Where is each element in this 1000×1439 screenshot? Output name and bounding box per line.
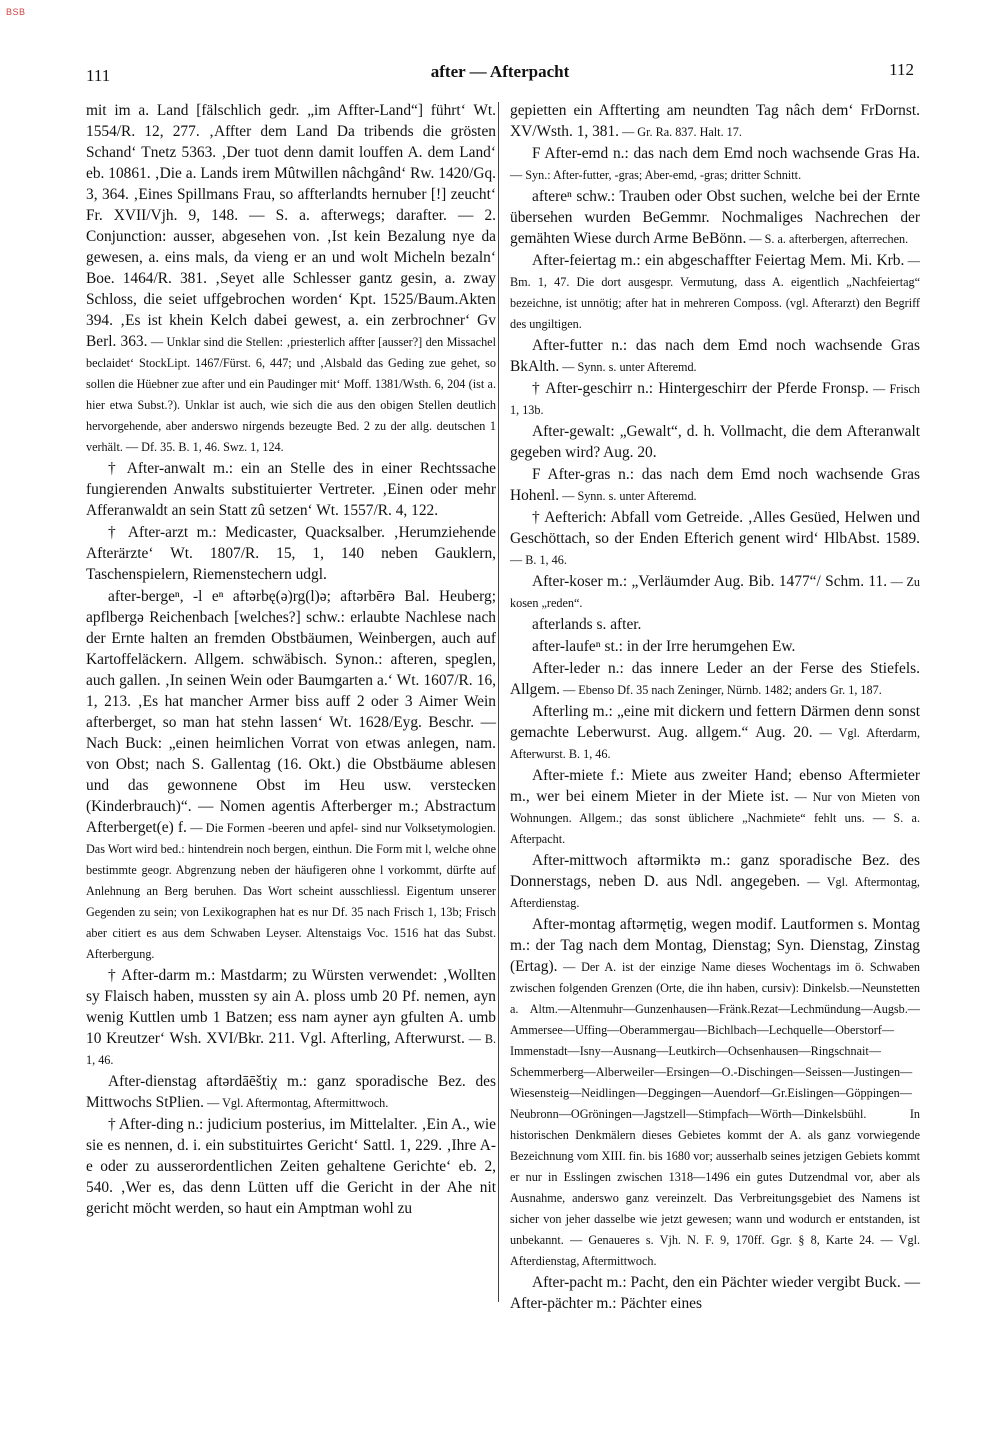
entry-note: — Ebenso Df. 35 nach Zeninger, Nürnb. 1482; anders Gr. 1, 187. (560, 683, 882, 697)
entry-text: † After-ding n.: judicium posterius, im Mittelalter. ‚Ein A., wie sie es nennen, d. i. ein substituirtes Gericht‘ Sattl. 1, 229. ‚Ihre A-e oder zu ausserordentlichen Zeiten gehaltene Gerichte‘ eb. 2, 540. ‚Wer es, das denn Lütten uff die Gericht in der Ahe nit gericht möcht werden, so haut ein Amptman wohl zu (86, 1116, 496, 1217)
dictionary-entry (86, 965, 496, 1070)
entry-note: — Der A. ist der einzige Name dieses Wochentags im ö. Schwaben zwischen folgenden Grenzen (Orte, die ihn haben, cursiv): Dinkelsb.—Neunstetten a. Altm.—Altenmuhr—Gunzenhausen—Fränk.Rezat—Lechmündung—Augsb.—Ammersee—Uffing—Oberammergau—Bichlbach—Lechquelle—Oberstorf—Immenstadt—Isny—Ausnang—Leutkirch—Ochsenhausen—Ringschnait—Schemmerberg—Alberweiler—Ersingen—O.-Dischingen—Seissen—Justingen—Wiesensteig—Neidlingen—Deggingen—Auendorf—Gr.Eislingen—Göppingen—Neubronn—OGröningen—Jagstzell—Stimpfach—Wörth—Dinkelsbühl. In historischen Denkmälern dieses Gebietes kommt der A. als ganz vorwiegende Bezeichnung vom XIII. fin. bis 1680 vor; ausserhalb seines jetzigen Gebiets kommt er nur in Esslingen zwischen 1318—1496 ein gutes Dutzendmal vor, aber als Ausnahme, anderswo ganz vereinzelt. Das Verbreitungsgebiet des Namens ist sicher von jeher dasselbe wie jetzt gewesen; wann und wodurch er entstanden, ist unbekannt. — Genaueres s. Vjh. N. F. 9, 170ff. Ggr. § 8, Karte 24. — Vgl. Afterdienstag, Aftermittwoch. (510, 960, 920, 1268)
dictionary-entry (510, 914, 920, 1271)
dictionary-entry (510, 701, 920, 764)
entry-text: After-mittwoch aftərmiktə m.: ganz sporadische Bez. des Donnerstags, neben D. aus Ndl. angegeben. (510, 852, 920, 890)
dictionary-entry (510, 850, 920, 913)
entry-note: — Syn.: After-futter, -gras; Aber-emd, -gras; dritter Schnitt. (510, 168, 802, 182)
entry-note: — Vgl. Aftermontag, Afterdienstag. (510, 875, 920, 910)
page-header (0, 60, 1000, 86)
right-column (510, 100, 920, 1315)
dictionary-entry (510, 143, 920, 185)
entry-text: After-dienstag aftərdāēštiχ m.: ganz sporadische Bez. des Mittwochs StPlien. (86, 1073, 496, 1111)
column-divider (498, 102, 499, 1302)
dictionary-entry (510, 186, 920, 249)
dictionary-entry (510, 614, 920, 635)
entry-text: † After-geschirr n.: Hintergeschirr der Pferde Fronsp. (532, 380, 869, 397)
dictionary-entry (510, 658, 920, 700)
entry-text: † After-arzt m.: Medicaster, Quacksalber. ‚Herumziehende Afterärzte‘ Wt. 1807/R. 15, 1, 140 neben Gauklern, Taschenspielern, Riemenstechern udgl. (86, 524, 496, 583)
left-column (86, 100, 496, 1220)
dictionary-entry (86, 1114, 496, 1219)
entry-note: — B. 1, 46. (510, 553, 567, 567)
entry-text: after-bergeⁿ, -l eⁿ aftərbę(ə)rg(l)ə; aftərbērə Bal. Heuberg; apflbergə Reichenbach [welches?] schw.: erlaubte Nachlese nach der Ernte halten an fremden Obstbäumen, Weinbergen, auch auf Kartoffeläckern. Allgem. schwäbisch. Synon.: afteren, speglen, auch gallen. ‚In seinen Wein oder Baumgarten a.‘ Wt. 1607/R. 16, 1, 213. ‚Es hat mancher Armer biss auff 2 oder 3 Aimer Wein afterberget, so man hat stehn lassen‘ Wt. 1628/Eyg. Beschr. — Nach Buck: „einen heimlichen Vorrat von etwas anlegen, nam. von Obst; nach S. Gallentag (16. Okt.) die Obstbäume ablesen und das gewonnene Obst im Heu usw. verstecken (Kinderbrauch)“. — Nomen agentis Afterberger m.; Abstractum Afterberget(e) f. (86, 588, 496, 836)
entry-text: After-gewalt: „Gewalt“, d. h. Vollmacht, die dem Afteranwalt gegeben wird? Aug. 20. (510, 423, 920, 461)
dictionary-entry (510, 1272, 920, 1314)
entry-note: — Vgl. Afterdarm, Afterwurst. B. 1, 46. (510, 726, 920, 761)
entry-note: — Gr. Ra. 837. Halt. 17. (619, 125, 742, 139)
dictionary-entry (86, 586, 496, 964)
entry-text: After-miete f.: Miete aus zweiter Hand; ebenso Aftermieter m., wer bei einem Mieter in der Miete ist. (510, 767, 920, 805)
dictionary-entry (510, 571, 920, 613)
dictionary-entry (86, 1071, 496, 1113)
entry-note: — Bm. 1, 47. Die dort ausgespr. Vermutung, dass A. eigentlich „Nachfeiertag“ bezeichne, ist unnötig; after hat in mehreren Composs. (vgl. Afterarzt) den Begriff des ungiltigen. (510, 254, 920, 331)
dictionary-entry (510, 464, 920, 506)
page-number-left: 111 (86, 66, 111, 85)
dictionary-entry (510, 335, 920, 377)
dictionary-entry (86, 100, 496, 457)
entry-note: — Synn. s. unter Afteremd. (559, 360, 697, 374)
dictionary-entry (510, 100, 920, 142)
entry-text: After-montag aftərmętig, wegen modif. Lautformen s. Montag m.: der Tag nach dem Montag, Dienstag; Syn. Dienstag, Zinstag (Ertag). (510, 916, 920, 975)
entry-note: — Synn. s. unter Afteremd. (559, 489, 697, 503)
entry-note: — Vgl. Aftermontag, Aftermittwoch. (204, 1096, 389, 1110)
entry-text: F After-emd n.: das nach dem Emd noch wachsende Gras Ha. (532, 145, 920, 162)
dictionary-entry (86, 522, 496, 585)
dictionary-entry (510, 421, 920, 463)
entry-text: after-laufeⁿ st.: in der Irre herumgehen Ew. (532, 638, 796, 655)
entry-note: — Die Formen -beeren und apfel- sind nur Volksetymologien. Das Wort wird bed.: hintendrein noch bergen, einthun. Die Form mit l, welche ohne bestimmte geogr. Abgrenzung neben der häufigeren ohne l vorkommt, dürfte auf Anlehnung an Berg beruhen. Das Wort scheint ausschliessl. Eigentum unserer Gegenden zu sein; von Lexikographen hat es nur Df. 35 nach Frisch 1, 13b; Frisch aber citiert es aus dem Schwaben Leyser. Altenstaigs Voc. 1516 hat das Subst. Afterbergung. (86, 821, 496, 961)
entry-text: mit im a. Land [fälschlich gedr. „im Affter-Land“] führt‘ Wt. 1554/R. 12, 277. ‚Affter dem Land Da tribends die grösten Schand‘ Tnetz 5363. ‚Der tuot denn damit louffen A. dem Land‘ eb. 10861. ‚Die a. Lands irem Mûtwillen nâchgând‘ Rw. 1420/Gq. 3, 364. ‚Eines Spillmans Frau, so affterlandts hernuber [!] zeucht‘ Fr. XVII/Vjh. 9, 148. — S. a. afterwegs; darafter. — 2. Conjunction: ausser, abgesehen von. ‚Ist kein Bezalung nye da gewesen, a. eins mals, da vieng er an und wolt Micheln bezaln‘ Boe. 1464/R. 381. ‚Seyet alle Schlesser gantz gesin, a. zway Schloss, die seiet uffgebrochen worden‘ Kpt. 1525/Baum.Akten 394. ‚Es ist khein Kelch dabei gewest, a. ein zerbrochner‘ Gv Berl. 363. (86, 102, 496, 350)
dictionary-entry (510, 250, 920, 334)
entry-text: † After-anwalt m.: ein an Stelle des in einer Rechtssache fungierenden Anwalts substituierter Vertreter. ‚Einen oder mehr Afferanwaldt an sein Statt zû setzen‘ Wt. 1557/R. 4, 122. (86, 460, 496, 519)
entry-note: — Nur von Mieten von Wohnungen. Allgem.; das sonst üblichere „Nachmiete“ fehlt uns. — S. a. Afterpacht. (510, 790, 920, 846)
entry-text: F After-gras n.: das nach dem Emd noch wachsende Gras Hohenl. (510, 466, 920, 504)
entry-text: After-futter n.: das nach dem Emd noch wachsende Gras BkAlth. (510, 337, 920, 375)
entry-note: — S. a. afterbergen, afterrechen. (746, 232, 909, 246)
entry-text: afterеⁿ schw.: Trauben oder Obst suchen, welche bei der Ernte übersehen wurden BeGemmr. Nochmaliges Nachrechen der gemähten Wiese durch Arme BeBönn. (510, 188, 920, 247)
entry-note: — Zu kosen „reden“. (510, 575, 920, 610)
entry-text: After-koser m.: „Verläumder Aug. Bib. 1477“/ Schm. 11. (532, 573, 888, 590)
entry-text: † After-darm m.: Mastdarm; zu Würsten verwendet: ‚Wollten sy Flaisch haben, mussten sy ain A. ploss umb 20 Pf. nemen, ayn wenig Kuttlen umb 1 Batzen; ess nam ayner ayn gfulten A. umb 10 Kreutzer‘ Wsh. XVI/Bkr. 211. Vgl. Afterling, Afterwurst. (86, 967, 496, 1047)
dictionary-entry (510, 765, 920, 849)
dictionary-entry (510, 507, 920, 570)
entry-text: gepietten ein Affterting am neundten Tag nâch dem‘ FrDornst. XV/Wsth. 1, 381. (510, 102, 920, 140)
entry-text: † Aefterich: Abfall vom Getreide. ‚Alles Gesüed, Helwen und Geschöttach, so der Enden Efterich genent wird‘ HlbAbst. 1589. (510, 509, 920, 547)
page-number-right: 112 (889, 60, 914, 79)
entry-note: — B. 1, 46. (86, 1032, 497, 1067)
library-stamp: BSB (6, 7, 26, 17)
entry-text: afterlands s. after. (532, 616, 642, 633)
entry-text: After-leder n.: das innere Leder an der Ferse des Stiefels. Allgem. (510, 660, 920, 698)
dictionary-entry (510, 636, 920, 657)
entry-note: — Frisch 1, 13b. (510, 382, 920, 417)
entry-text: After-pacht m.: Pacht, den ein Pächter wieder vergibt Buck. — After-pächter m.: Pächter eines (510, 1274, 920, 1312)
dictionary-entry (510, 378, 920, 420)
page-title: after — Afterpacht (430, 62, 570, 81)
entry-note: — Unklar sind die Stellen: ‚priesterlich affter [ausser?] den Missachel beclaidet‘ StockLipt. 1467/Fürst. 6, 447; und ‚Alsbald das Geding zue gehet, so sollen die Hüebner zue after und ein Paudinger mit‘ Moff. 1381/Wsth. 6, 204 (ist a. hier etwa Subst.?). Unklar ist auch, wie sich die aus den obigen Stellen deutlich hervorgehende, aber anderswo nirgends bezeugte Bed. 2 zu der allg. deutschen 1 verhält. — Df. 35. B. 1, 46. Swz. 1, 124. (86, 335, 496, 454)
entry-text: Afterling m.: „eine mit dickern und fettern Därmen denn sonst gemachte Leberwurst. Aug. allgem.“ Aug. 20. (510, 703, 920, 741)
entry-text: After-feiertag m.: ein abgeschaffter Feiertag Mem. Mi. Krb. (532, 252, 905, 269)
dictionary-entry (86, 458, 496, 521)
